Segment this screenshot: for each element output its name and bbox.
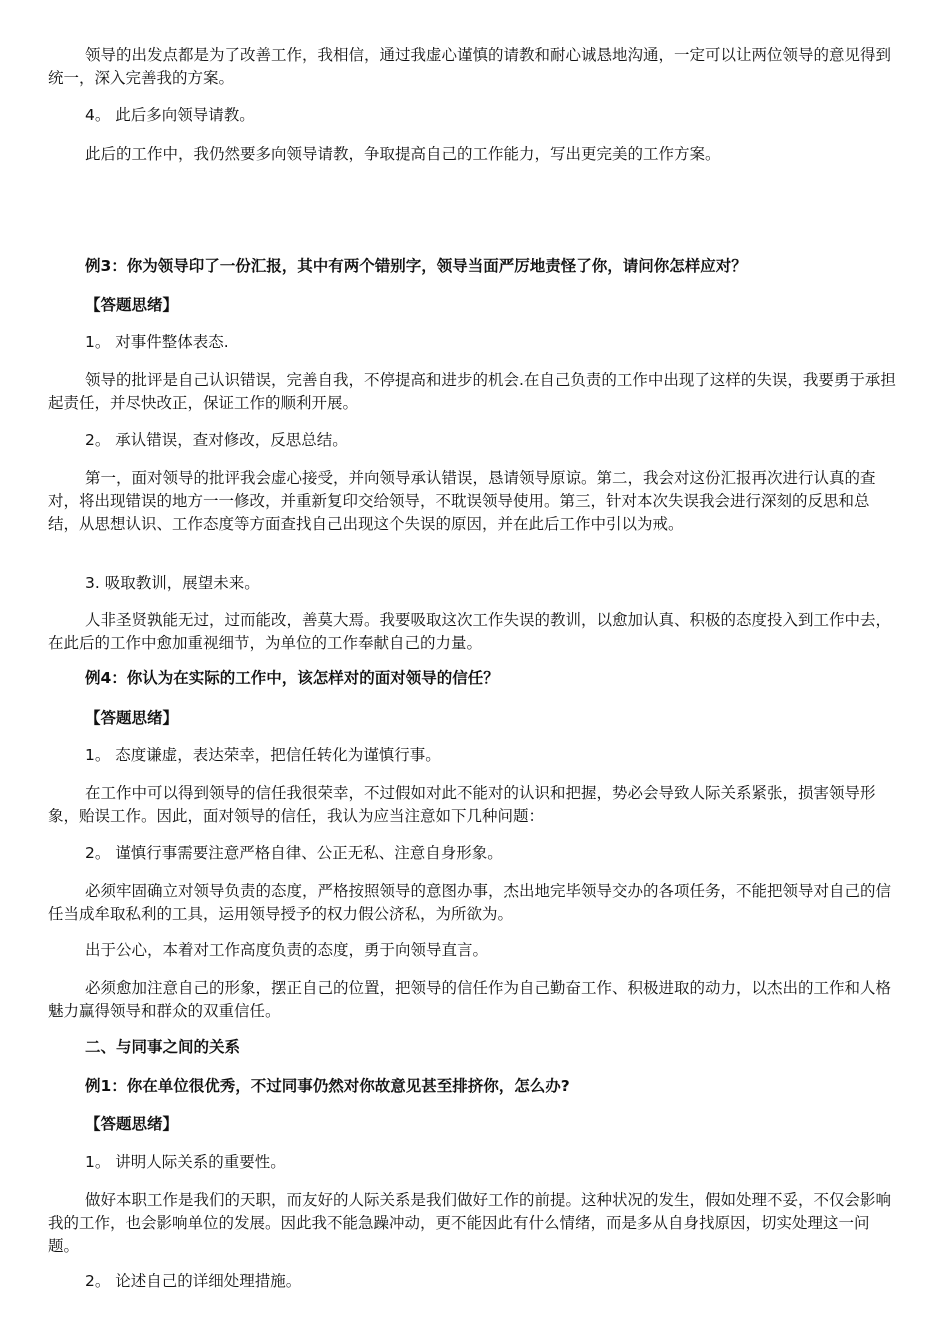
- point-3-heading: 3. 吸取教训，展望未来。: [85, 574, 260, 592]
- paragraph-leader-intent: 领导的出发点都是为了改善工作，我相信，通过我虚心谨慎的请教和耐心诚恳地沟通，一定可以让两位领导的意见得到统一，深入完善我的方案。: [48, 46, 892, 87]
- paragraph-trust: 在工作中可以得到领导的信任我很荣幸，不过假如对此不能对的认识和把握，势必会导致人际关系紧张，损害领导形象，贻误工作。因此，面对领导的信任，我认为应当注意如下几种问题：: [48, 784, 876, 825]
- point-1-heading: 1。 讲明人际关系的重要性。: [85, 1153, 286, 1171]
- example-4-question: 例4：你认为在实际的工作中，该怎样对的面对领导的信任？: [85, 669, 499, 687]
- paragraph-self-image: 必须愈加注意自己的形象，摆正自己的位置，把领导的信任作为自己勤奋工作、积极进取的动力，以杰出的工作和人格魅力赢得领导和群众的双重信任。: [48, 979, 892, 1020]
- example-1-question: 例1：你在单位很优秀，不过同事仍然对你故意见甚至排挤你，怎么办?: [85, 1077, 570, 1095]
- answer-idea-heading: 【答题思绪】: [85, 296, 179, 314]
- paragraph-lessons: 人非圣贤孰能无过，过而能改，善莫大焉。我要吸取这次工作失误的教训，以愈加认真、积极的态度投入到工作中去，在此后的工作中愈加重视细节，为单位的工作奉献自己的力量。: [48, 611, 892, 652]
- point-1-heading: 1。 态度谦虚，表达荣幸，把信任转化为谨慎行事。: [85, 746, 441, 764]
- example-3-question: 例3：你为领导印了一份汇报，其中有两个错别字，领导当面严厉地责怪了你，请问你怎样应对？: [85, 257, 747, 275]
- paragraph-criticism: 领导的批评是自己认识错误，完善自我，不停提高和进步的机会.在自己负责的工作中出现了这样的失误，我要勇于承担起责任，并尽快改正，保证工作的顺利开展。: [48, 371, 896, 412]
- paragraph-relationships: 做好本职工作是我们的天职，而友好的人际关系是我们做好工作的前提。这种状况的发生，假如处理不妥，不仅会影响我的工作，也会影响单位的发展。因此我不能急躁冲动，更不能因此有什么情绪，而是多从自身找原因，切实处理这一问题。: [48, 1191, 892, 1255]
- point-2-heading: 2。 承认错误，查对修改，反思总结。: [85, 431, 348, 449]
- point-2-heading: 2。 谨慎行事需要注意严格自律、公正无私、注意自身形象。: [85, 844, 503, 862]
- paragraph-public-spirit: 出于公心，本着对工作高度负责的态度，勇于向领导直言。: [85, 941, 489, 959]
- paragraph-responsibility: 必须牢固确立对领导负责的态度，严格按照领导的意图办事，杰出地完毕领导交办的各项任务，不能把领导对自己的信任当成牟取私利的工具，运用领导授予的权力假公济私，为所欲为。: [48, 882, 892, 923]
- section-2-heading: 二、与同事之间的关系: [85, 1038, 241, 1056]
- answer-idea-heading: 【答题思绪】: [85, 709, 179, 727]
- point-2-heading: 2。 论述自己的详细处理措施。: [85, 1272, 302, 1290]
- point-1-heading: 1。 对事件整体表态.: [85, 333, 229, 351]
- paragraph-ask-leader: 此后的工作中，我仍然要多向领导请教，争取提高自己的工作能力，写出更完美的工作方案。: [85, 145, 721, 163]
- paragraph-three-steps: 第一，面对领导的批评我会虚心接受，并向领导承认错误，恳请领导原谅。第二，我会对这份汇报再次进行认真的查对，将出现错误的地方一一修改，并重新复印交给领导，不耽误领导使用。第三，针对本次失误我会进行深刻的反思和总结，从思想认识、工作态度等方面查找自己出现这个失误的原因，并在此后工作中引以为戒。: [48, 469, 876, 533]
- point-4-heading: 4。 此后多向领导请教。: [85, 106, 255, 124]
- answer-idea-heading: 【答题思绪】: [85, 1115, 179, 1133]
